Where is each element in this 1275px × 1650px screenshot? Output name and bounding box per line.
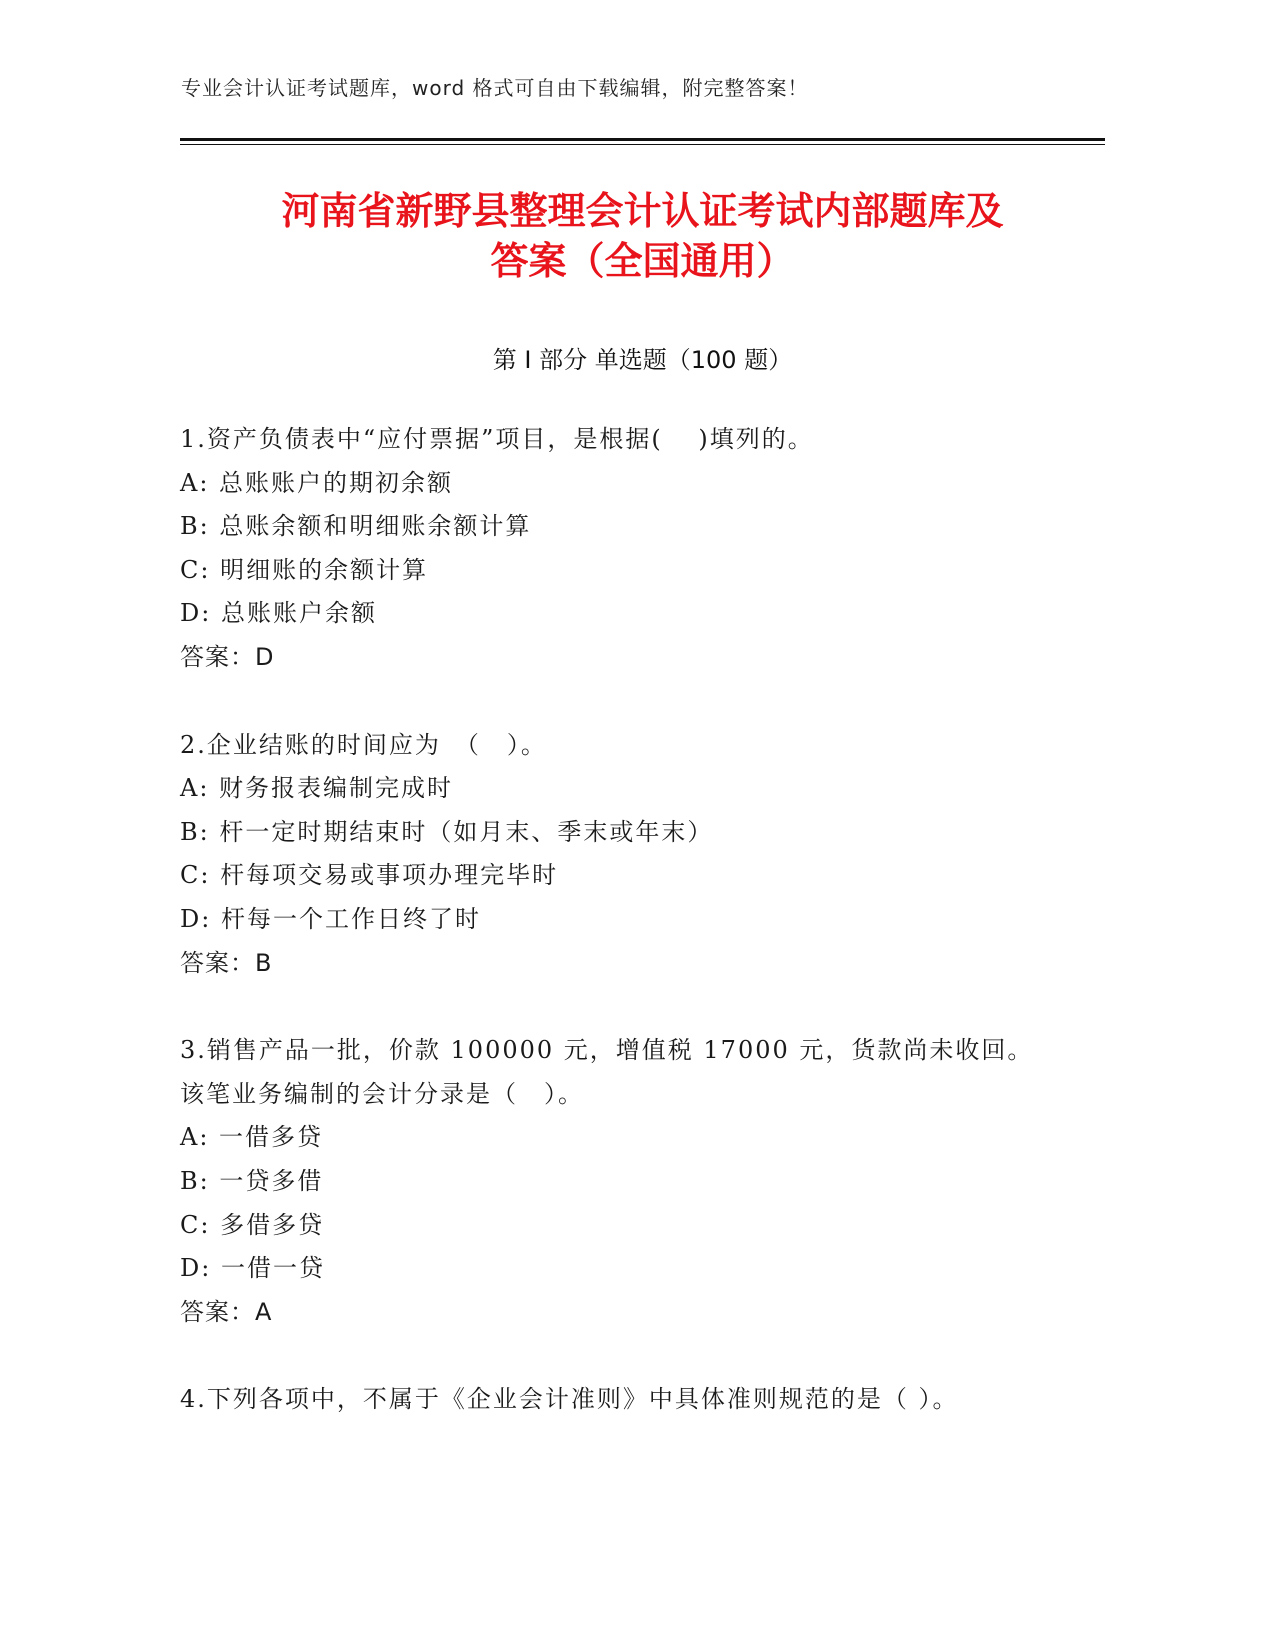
question-option: C: 杆每项交易或事项办理完毕时: [180, 861, 559, 890]
section-title: 第 I 部分 单选题（100 题）: [492, 346, 793, 374]
header-note: 专业会计认证考试题库，word 格式可自由下载编辑，附完整答案！: [181, 76, 809, 100]
question-option: A: 一借多贷: [180, 1123, 324, 1152]
question-item: [180, 1029, 1105, 1334]
question-stem: 3.销售产品一批，价款 100000 元，增值税 17000 元，货款尚未收回。: [180, 1036, 1034, 1065]
question-option: B: 杆一定时期结束时（如月末、季末或年末）: [180, 817, 714, 846]
question-option: B: 总账余额和明细账余额计算: [180, 512, 532, 541]
question-stem: 2.企业结账的时间应为 （ ）。: [180, 730, 547, 759]
question-stem: 4.下列各项中，不属于《企业会计准则》中具体准则规范的是（ ）。: [180, 1385, 959, 1414]
question-stem: 1.资产负债表中“应付票据”项目，是根据( )填列的。: [180, 425, 814, 453]
header-rule-thick: [180, 138, 1105, 141]
question-option: C: 多借多贷: [180, 1210, 325, 1239]
question-item: [180, 724, 1105, 986]
question-option: A: 财务报表编制完成时: [180, 774, 454, 803]
question-answer: 答案：B: [180, 948, 273, 977]
question-option: B: 一贷多借: [180, 1166, 324, 1195]
question-item: [180, 1378, 1105, 1422]
question-list: [180, 418, 1105, 1466]
question-option: D: 总账账户余额: [180, 599, 377, 628]
document-title: [180, 186, 1105, 286]
question-answer: 答案：D: [180, 642, 275, 671]
document-title-line-1: 河南省新野县整理会计认证考试内部题库及: [281, 189, 1004, 233]
question-option: D: 杆每一个工作日终了时: [180, 904, 481, 933]
question-item: [180, 418, 1105, 680]
question-option: A: 总账账户的期初余额: [180, 468, 454, 497]
question-option: C: 明细账的余额计算: [180, 555, 429, 584]
header-rule-thin: [180, 144, 1105, 145]
question-answer: 答案：A: [180, 1297, 273, 1326]
question-stem: 该笔业务编制的会计分录是（ ）。: [180, 1079, 584, 1108]
question-option: D: 一借一贷: [180, 1254, 325, 1283]
document-title-line-2: 答案（全国通用）: [490, 239, 795, 283]
